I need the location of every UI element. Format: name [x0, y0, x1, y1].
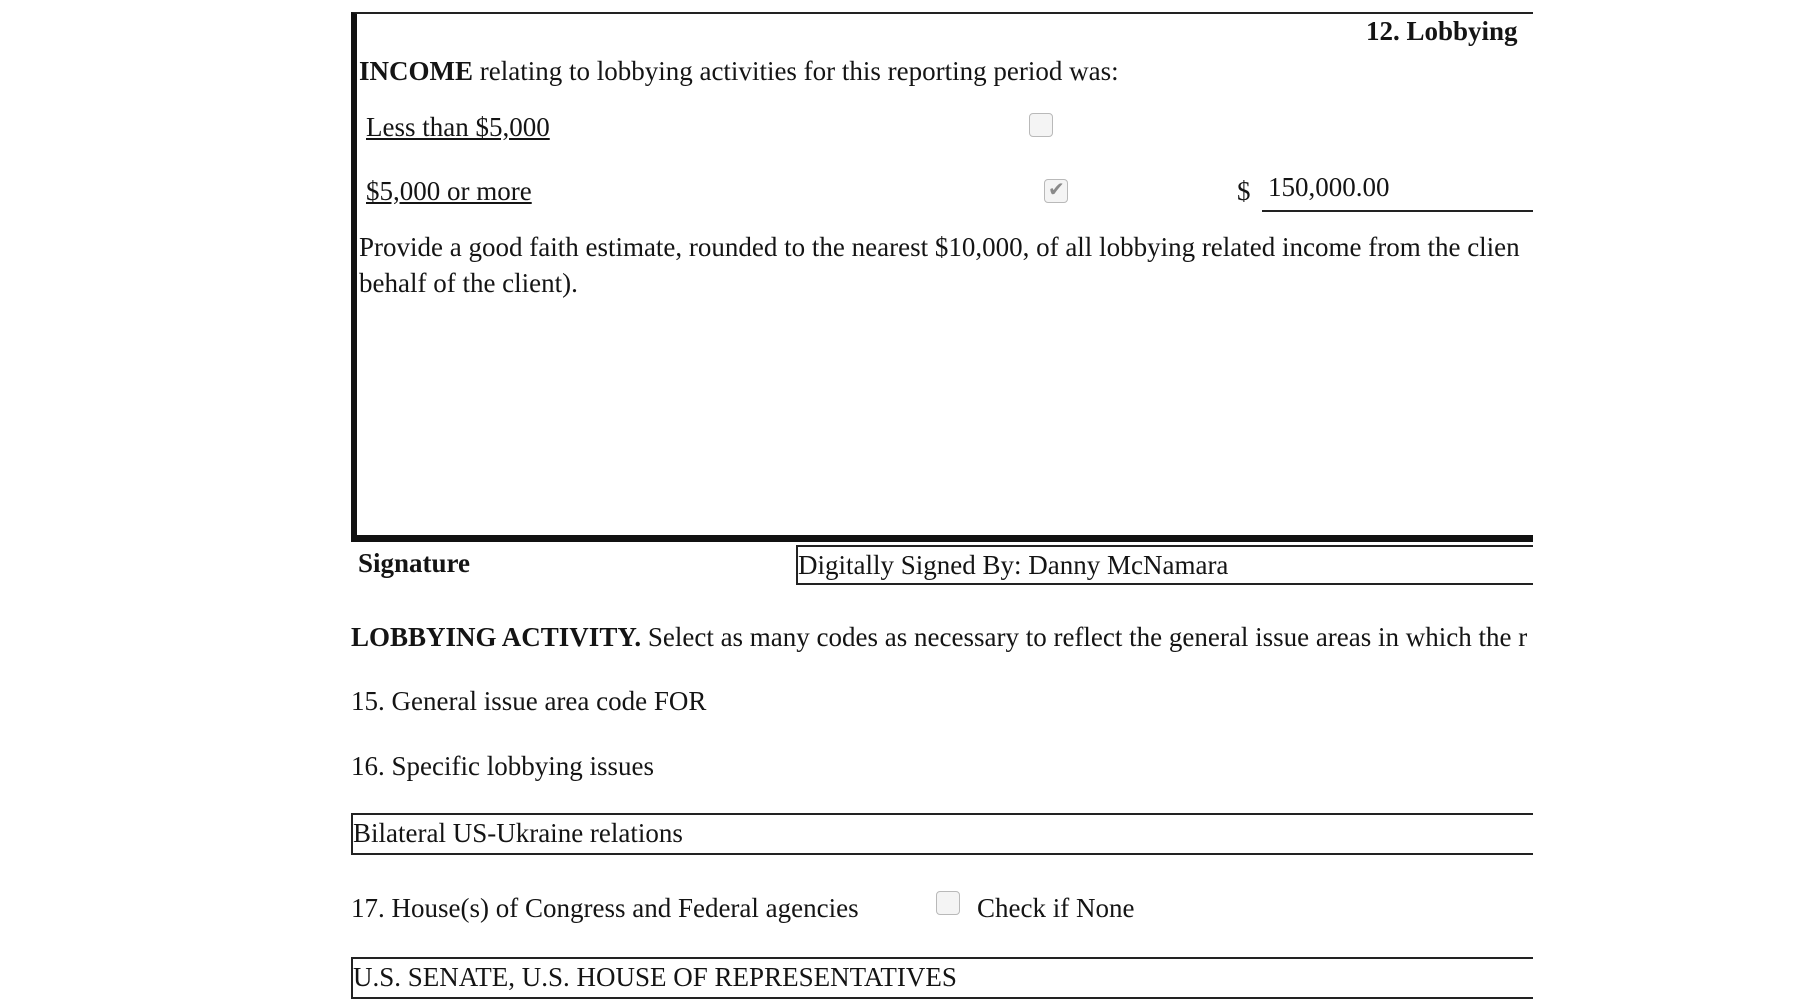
- check-if-none-label: Check if None: [977, 893, 1135, 923]
- section-title: 12. Lobbying: [1366, 16, 1518, 46]
- currency-symbol: $: [1237, 176, 1251, 206]
- specific-issues-field[interactable]: [351, 813, 1533, 855]
- income-intro-rest: relating to lobbying activities for this reporting period was:: [479, 56, 1119, 86]
- houses-agencies-field[interactable]: [351, 957, 1533, 999]
- lobbying-activity-bold: LOBBYING ACTIVITY.: [351, 622, 642, 652]
- signature-label: Signature: [358, 548, 471, 578]
- less-than-checkbox[interactable]: [1029, 113, 1053, 137]
- estimate-instructions-line1: Provide a good faith estimate, rounded to the nearest $10,000, of all lobbying related income from the clien: [359, 232, 1520, 262]
- income-intro-bold: INCOME: [359, 56, 473, 86]
- signature-value: Digitally Signed By: Danny McNamara: [798, 550, 1229, 580]
- houses-agencies-value: U.S. SENATE, U.S. HOUSE OF REPRESENTATIVES: [353, 962, 957, 992]
- item-17-label: 17. House(s) of Congress and Federal agencies: [351, 893, 859, 923]
- income-amount-field[interactable]: [1262, 168, 1533, 212]
- signature-field[interactable]: [796, 545, 1533, 585]
- five-thousand-or-more-label: $5,000 or more: [366, 176, 532, 206]
- income-intro: [359, 56, 1119, 87]
- estimate-instructions-line2: behalf of the client).: [359, 268, 578, 298]
- less-than-label: Less than $5,000: [366, 112, 550, 142]
- specific-issues-value: Bilateral US-Ukraine relations: [353, 818, 683, 848]
- income-amount-value: 150,000.00: [1268, 172, 1390, 202]
- item-15-label: 15. General issue area code FOR: [351, 686, 707, 716]
- five-thousand-or-more-checkbox[interactable]: [1044, 179, 1068, 203]
- lobbying-activity-intro: [351, 622, 1527, 653]
- check-if-none-checkbox[interactable]: [936, 891, 960, 915]
- lobbying-activity-rest: Select as many codes as necessary to reflect the general issue areas in which the r: [647, 622, 1528, 652]
- item-16-label: 16. Specific lobbying issues: [351, 751, 654, 781]
